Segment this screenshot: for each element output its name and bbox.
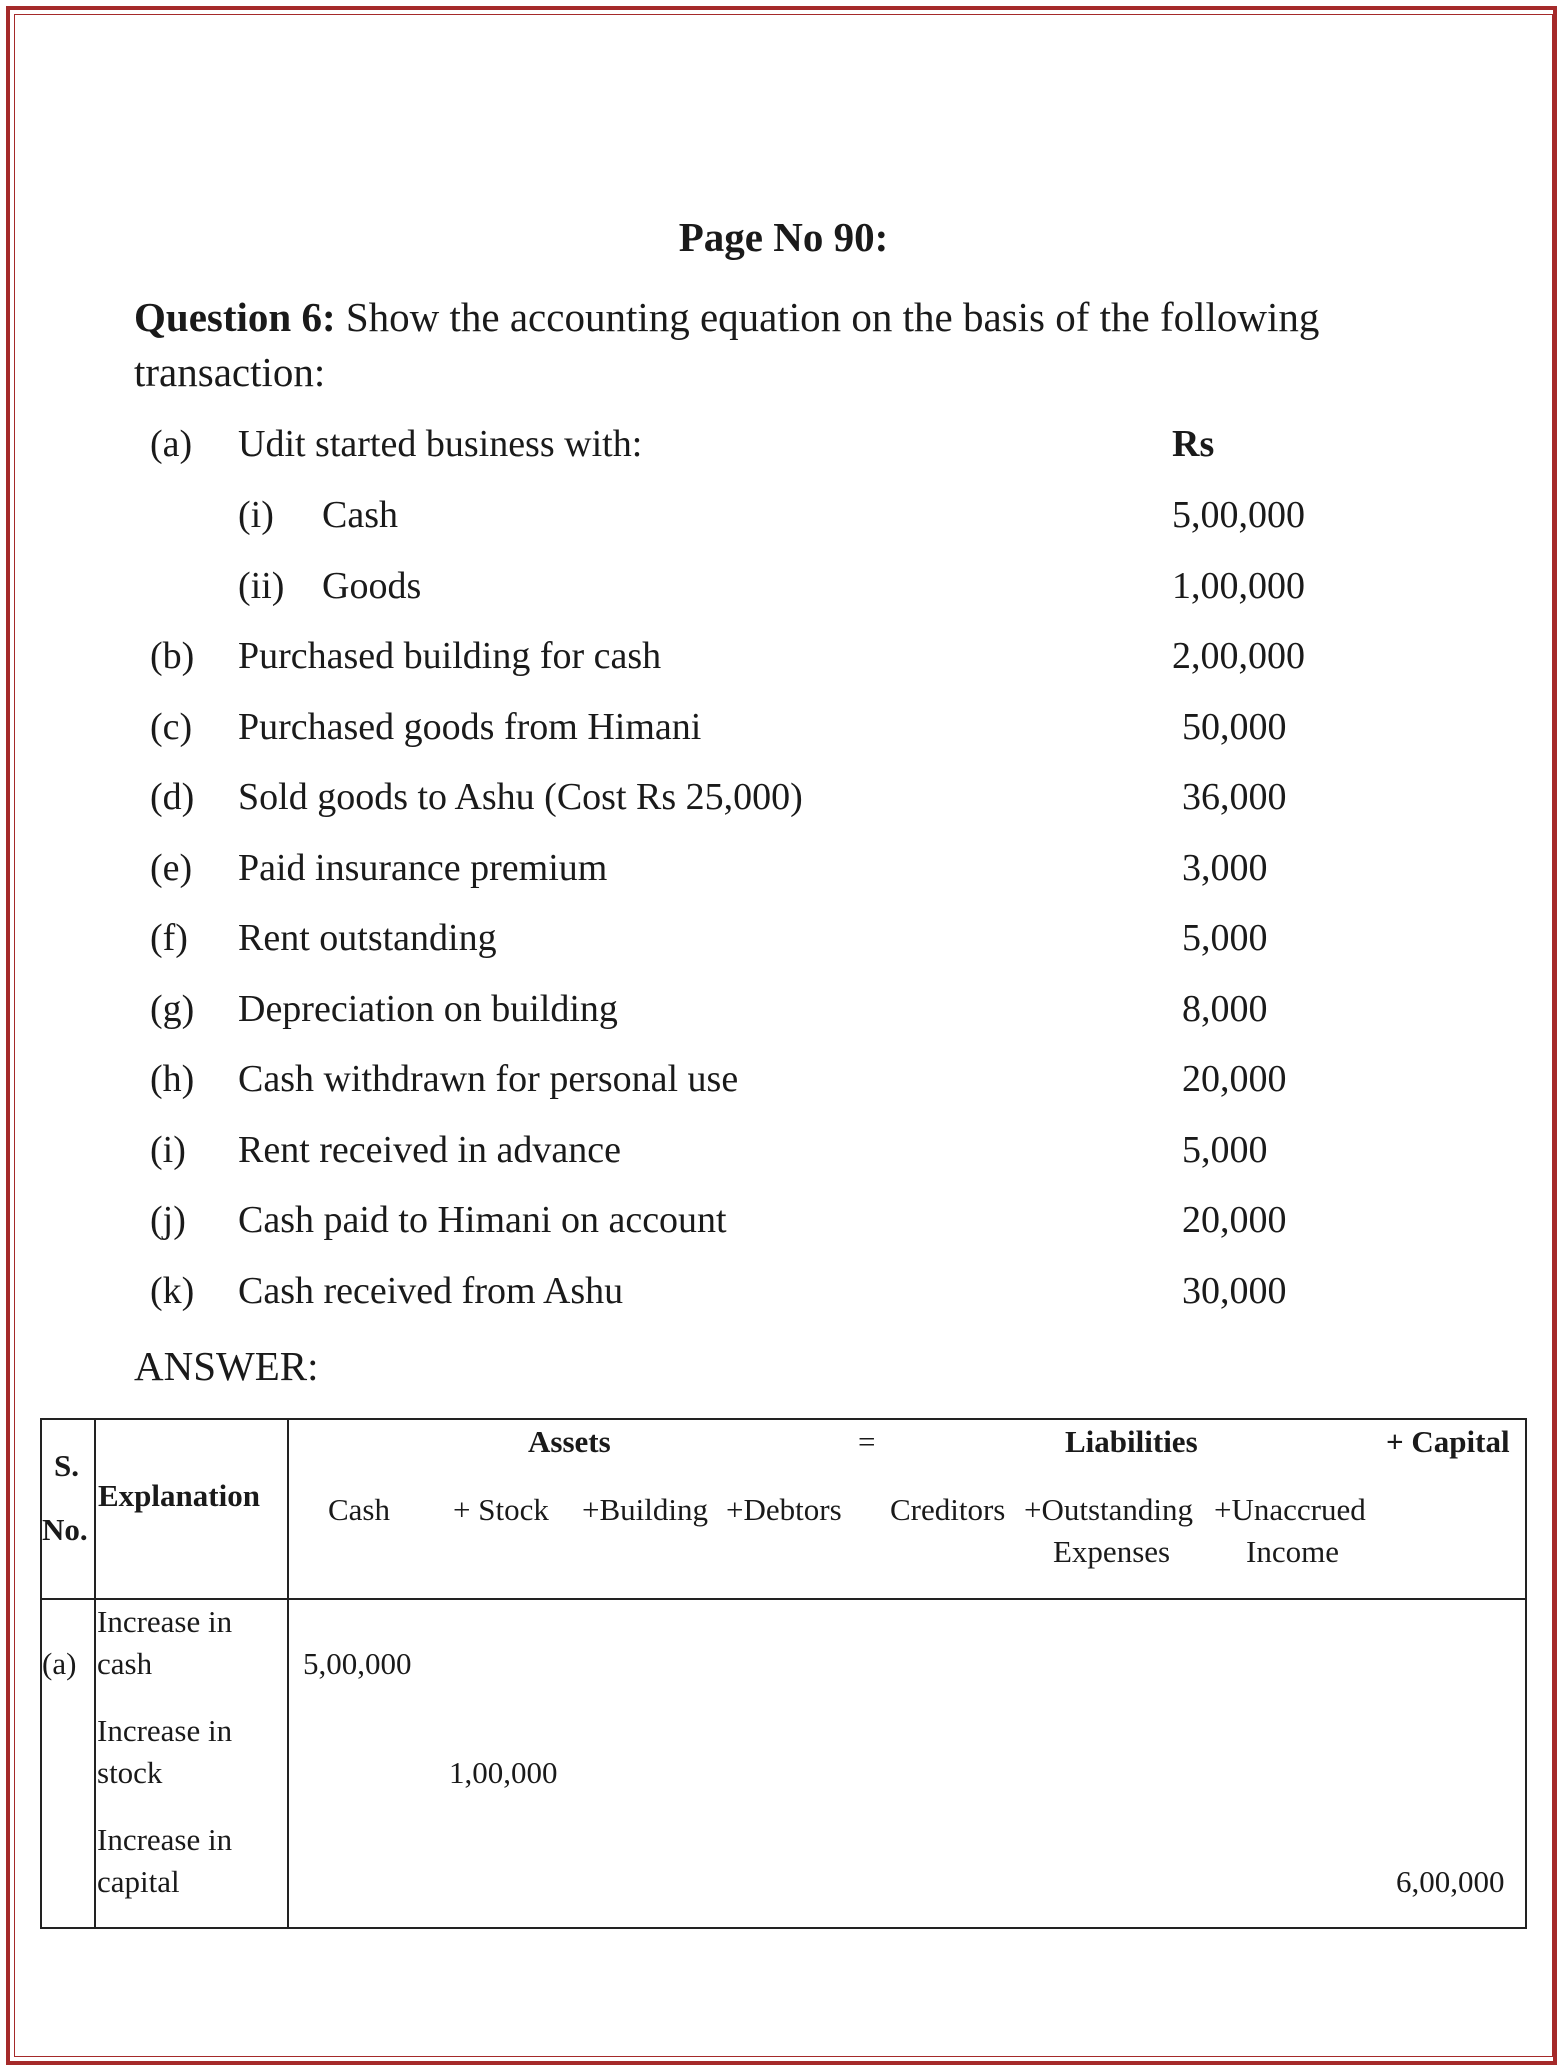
item-label: (e): [150, 847, 193, 889]
header-equals: =: [858, 1424, 876, 1459]
item-label: (g): [150, 988, 195, 1030]
header-cash: Cash: [328, 1492, 390, 1527]
row-explanation-line2: cash: [97, 1646, 153, 1681]
item-amount: 30,000: [1182, 1270, 1287, 1312]
item-text: Cash: [322, 494, 398, 536]
item-amount: 1,00,000: [1172, 565, 1305, 607]
table-border-bottom: [40, 1927, 1527, 1929]
item-text: Cash received from Ashu: [238, 1270, 624, 1312]
item-label: (ii): [238, 565, 285, 607]
question-label: Question 6:: [134, 294, 336, 340]
item-text: Cash paid to Himani on account: [238, 1199, 727, 1241]
header-stock: + Stock: [453, 1492, 549, 1527]
item-amount: 36,000: [1182, 776, 1287, 818]
header-sno-line2: No.: [42, 1512, 88, 1547]
item-label: (i): [238, 494, 274, 536]
row-explanation-line2: stock: [97, 1755, 163, 1790]
header-unaccrued-income: Income: [1246, 1534, 1339, 1569]
item-label: (b): [150, 635, 195, 677]
item-amount: 5,000: [1182, 917, 1268, 959]
item-text: Sold goods to Ashu (Cost Rs 25,000): [238, 776, 803, 818]
table-border-top-left: [40, 1418, 289, 1420]
item-label: (a): [150, 423, 193, 465]
amount-header: Rs: [1172, 423, 1215, 465]
item-text: Rent outstanding: [238, 917, 497, 959]
item-amount: 20,000: [1182, 1058, 1287, 1100]
question-text: Show the accounting equation on the basis of the following transaction:: [134, 294, 1320, 395]
item-amount: 8,000: [1182, 988, 1268, 1030]
row-value-stock: 1,00,000: [449, 1755, 558, 1790]
item-text: Rent received in advance: [238, 1129, 621, 1171]
row-explanation-line1: Increase in: [97, 1822, 233, 1857]
answer-label: ANSWER:: [134, 1343, 319, 1389]
item-label: (i): [150, 1129, 186, 1171]
item-label: (j): [150, 1199, 186, 1241]
item-label: (d): [150, 776, 195, 818]
item-text: Purchased goods from Himani: [238, 706, 702, 748]
header-creditors: Creditors: [890, 1492, 1006, 1527]
item-label: (h): [150, 1058, 195, 1100]
header-assets: Assets: [528, 1424, 611, 1459]
table-border-right: [1525, 1418, 1527, 1929]
item-amount: 50,000: [1182, 706, 1287, 748]
item-label: (c): [150, 706, 193, 748]
item-text: Depreciation on building: [238, 988, 618, 1030]
header-explanation: Explanation: [98, 1478, 260, 1513]
table-border-top: [287, 1418, 1527, 1420]
header-capital: + Capital: [1386, 1424, 1510, 1459]
row-sno: (a): [42, 1646, 77, 1681]
row-explanation-line1: Increase in: [97, 1604, 233, 1639]
header-liabilities: Liabilities: [1065, 1424, 1198, 1459]
item-text: Udit started business with:: [238, 423, 643, 465]
question: [134, 290, 1454, 400]
header-building: +Building: [582, 1492, 708, 1527]
page-title: Page No 90:: [678, 214, 889, 260]
item-text: Purchased building for cash: [238, 635, 662, 677]
item-text: Paid insurance premium: [238, 847, 608, 889]
table-divider-explanation: [287, 1418, 289, 1929]
row-value-capital: 6,00,000: [1396, 1864, 1505, 1899]
row-explanation-line1: Increase in: [97, 1713, 233, 1748]
header-debtors: +Debtors: [726, 1492, 842, 1527]
table-header-divider: [40, 1598, 1527, 1600]
table-divider-sno: [94, 1418, 96, 1929]
item-label: (f): [150, 917, 188, 959]
header-unaccrued: +Unaccrued: [1214, 1492, 1366, 1527]
header-outstanding: +Outstanding: [1024, 1492, 1194, 1527]
item-text: Cash withdrawn for personal use: [238, 1058, 739, 1100]
item-amount: 5,00,000: [1172, 494, 1305, 536]
item-text: Goods: [322, 565, 422, 607]
header-sno-line1: S.: [54, 1448, 79, 1483]
row-value-cash: 5,00,000: [303, 1646, 412, 1681]
item-amount: 3,000: [1182, 847, 1268, 889]
item-amount: 2,00,000: [1172, 635, 1305, 677]
row-explanation-line2: capital: [97, 1864, 180, 1899]
header-outstanding-expenses: Expenses: [1053, 1534, 1171, 1569]
item-label: (k): [150, 1270, 195, 1312]
item-amount: 5,000: [1182, 1129, 1268, 1171]
item-amount: 20,000: [1182, 1199, 1287, 1241]
